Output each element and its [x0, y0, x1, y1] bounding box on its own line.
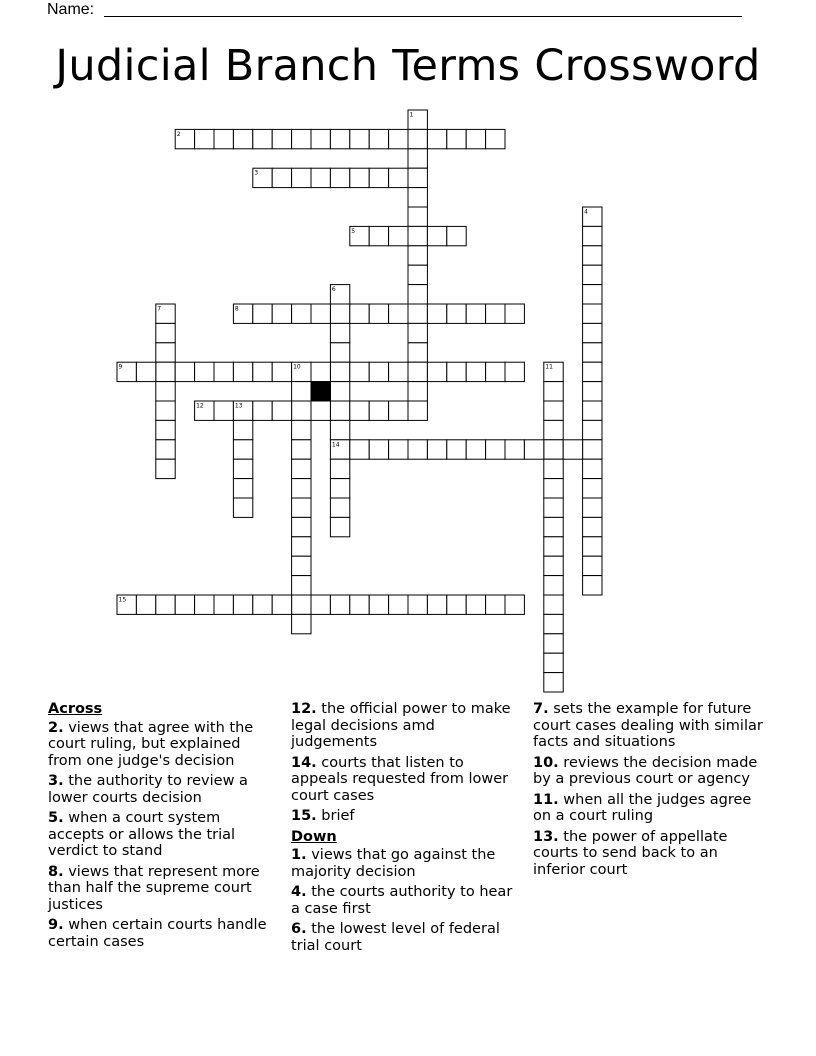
grid-cell[interactable]: [292, 168, 311, 187]
grid-cell[interactable]: [389, 168, 408, 187]
grid-cell[interactable]: [311, 401, 330, 420]
grid-cell[interactable]: [292, 498, 311, 517]
grid-cell[interactable]: [195, 129, 214, 148]
grid-cell[interactable]: [156, 362, 175, 381]
grid-cell[interactable]: [272, 595, 291, 614]
grid-cell[interactable]: [447, 595, 466, 614]
grid-cell[interactable]: [583, 343, 602, 362]
grid-cell[interactable]: [233, 129, 252, 148]
grid-cell[interactable]: [330, 362, 349, 381]
grid-cell[interactable]: [583, 226, 602, 245]
grid-cell[interactable]: [408, 226, 427, 245]
clue-down-6: 6. the lowest level of federal trial court: [291, 921, 500, 954]
grid-cell[interactable]: [272, 129, 291, 148]
grid-cell[interactable]: [583, 362, 602, 381]
clue-number-6: 6: [331, 286, 336, 294]
clue-down-10: 10. reviews the decision made by a previous court or agency: [533, 754, 758, 787]
grid-cell[interactable]: [544, 401, 563, 420]
grid-cell[interactable]: [369, 226, 388, 245]
clue-down-13: 13. the power of appellate courts to send back to an inferior court: [533, 828, 728, 878]
grid-cell[interactable]: [369, 401, 388, 420]
grid-cell[interactable]: [369, 362, 388, 381]
grid-cell[interactable]: [408, 401, 427, 420]
grid-cell[interactable]: [350, 595, 369, 614]
grid-cell[interactable]: [544, 440, 563, 459]
clue-number-10: 10: [293, 363, 301, 371]
clue-number-3: 3: [254, 169, 259, 177]
grid-cell[interactable]: [292, 614, 311, 633]
grid-cell[interactable]: [292, 595, 311, 614]
grid-cell[interactable]: [292, 129, 311, 148]
grid-cell[interactable]: [466, 362, 485, 381]
grid-cell[interactable]: [272, 401, 291, 420]
clues-column-1: [48, 701, 272, 954]
grid-cell[interactable]: [505, 304, 524, 323]
clue-number-9: 9: [118, 363, 123, 371]
grid-cell[interactable]: [583, 479, 602, 498]
grid-cell[interactable]: [583, 498, 602, 517]
grid-cell[interactable]: [408, 285, 427, 304]
grid-cell[interactable]: [175, 362, 194, 381]
grid-cell[interactable]: [427, 440, 446, 459]
grid-cell[interactable]: [369, 595, 388, 614]
grid-cell[interactable]: [292, 576, 311, 595]
grid-cell[interactable]: [408, 129, 427, 148]
grid-cell[interactable]: [233, 498, 252, 517]
grid-cell[interactable]: [524, 440, 543, 459]
grid-cell[interactable]: [427, 304, 446, 323]
grid-cell[interactable]: [408, 304, 427, 323]
grid-cell[interactable]: [505, 440, 524, 459]
grid-cell[interactable]: [233, 479, 252, 498]
grid-cell[interactable]: [195, 595, 214, 614]
grid-cell[interactable]: [583, 459, 602, 478]
clue-down-7: 7. sets the example for future court cases dealing with similar facts and situations: [533, 701, 763, 750]
grid-cell[interactable]: [292, 479, 311, 498]
grid-cell[interactable]: [505, 595, 524, 614]
grid-cell[interactable]: [330, 401, 349, 420]
clue-across-3: 3. the authority to review a lower courts decision: [48, 773, 248, 806]
grid-cell[interactable]: [330, 595, 349, 614]
grid-cell[interactable]: [544, 517, 563, 536]
grid-cell[interactable]: [583, 556, 602, 575]
grid-cell[interactable]: [389, 226, 408, 245]
grid-cell[interactable]: [156, 343, 175, 362]
grid-cell[interactable]: [272, 168, 291, 187]
grid-cell[interactable]: [486, 129, 505, 148]
grid-cell[interactable]: [156, 440, 175, 459]
grid-cell[interactable]: [466, 440, 485, 459]
clue-number-4: 4: [584, 208, 588, 216]
grid-cell[interactable]: [292, 304, 311, 323]
clue-number-13: 13: [234, 402, 243, 410]
grid-cell[interactable]: [544, 479, 563, 498]
grid-cell[interactable]: [544, 498, 563, 517]
grid-cell[interactable]: [156, 420, 175, 439]
grid-cell[interactable]: [136, 362, 155, 381]
grid-cell[interactable]: [369, 168, 388, 187]
grid-cell[interactable]: [486, 304, 505, 323]
grid-cell[interactable]: [583, 517, 602, 536]
grid-cell[interactable]: [408, 168, 427, 187]
clues-column-3: [533, 701, 773, 882]
grid-cell[interactable]: [292, 440, 311, 459]
grid-cell[interactable]: [330, 129, 349, 148]
grid-cell[interactable]: [408, 207, 427, 226]
grid-cell[interactable]: [330, 382, 349, 401]
grid-cell[interactable]: [253, 401, 272, 420]
grid-cell[interactable]: [583, 323, 602, 342]
clue-across-2: 2. views that agree with the court ruling, but explained from one judge's decision: [48, 719, 254, 769]
grid-cell[interactable]: [583, 246, 602, 265]
grid-cell[interactable]: [330, 498, 349, 517]
grid-cell[interactable]: [156, 401, 175, 420]
grid-cell[interactable]: [311, 595, 330, 614]
grid-cell[interactable]: [408, 362, 427, 381]
grid-cell[interactable]: [408, 343, 427, 362]
grid-cell[interactable]: [311, 362, 330, 381]
grid-cell[interactable]: [292, 382, 311, 401]
grid-cell[interactable]: [427, 226, 446, 245]
grid-cell[interactable]: [447, 440, 466, 459]
grid-cell[interactable]: [583, 265, 602, 284]
grid-cell[interactable]: [292, 537, 311, 556]
grid-cell[interactable]: [466, 129, 485, 148]
name-label: Name:: [47, 1, 95, 18]
grid-cell[interactable]: [350, 129, 369, 148]
clues-column-2: [291, 701, 523, 958]
clue-down-11: 11. when all the judges agree on a court ruling: [533, 791, 752, 824]
grid-cell[interactable]: [505, 362, 524, 381]
grid-cell[interactable]: [486, 362, 505, 381]
grid-cell[interactable]: [544, 634, 563, 653]
grid-cell[interactable]: [408, 246, 427, 265]
grid-cell[interactable]: [233, 420, 252, 439]
grid-cell[interactable]: [292, 420, 311, 439]
grid-cell[interactable]: [175, 595, 194, 614]
grid-cell[interactable]: [311, 168, 330, 187]
grid-cell[interactable]: [583, 304, 602, 323]
grid-cell[interactable]: [583, 382, 602, 401]
grid-cell[interactable]: [369, 440, 388, 459]
clue-across-14: 14. courts that listen to appeals requested from lower court cases: [291, 754, 509, 804]
clue-number-14: 14: [331, 441, 340, 449]
grid-cell[interactable]: [272, 362, 291, 381]
black-cell: [311, 382, 330, 401]
grid-cell[interactable]: [408, 595, 427, 614]
grid-cell[interactable]: [447, 129, 466, 148]
grid-cell[interactable]: [253, 129, 272, 148]
grid-cell[interactable]: [350, 168, 369, 187]
grid-cell[interactable]: [427, 362, 446, 381]
grid-cell[interactable]: [408, 188, 427, 207]
grid-cell[interactable]: [330, 517, 349, 536]
across-heading: Across: [48, 701, 103, 717]
grid-cell[interactable]: [563, 440, 582, 459]
clue-number-7: 7: [157, 305, 162, 313]
grid-cell[interactable]: [544, 382, 563, 401]
grid-cell[interactable]: [427, 595, 446, 614]
grid-cell[interactable]: [389, 304, 408, 323]
grid-cell[interactable]: [544, 614, 563, 633]
grid-cell[interactable]: [330, 420, 349, 439]
clue-across-5: 5. when a court system accepts or allows the trial verdict to stand: [48, 810, 236, 859]
grid-cell[interactable]: [292, 459, 311, 478]
grid-cell[interactable]: [311, 304, 330, 323]
grid-cell[interactable]: [233, 459, 252, 478]
grid-cell[interactable]: [389, 129, 408, 148]
clue-across-15: 15. brief: [291, 808, 355, 824]
grid-cell[interactable]: [583, 285, 602, 304]
grid-cell[interactable]: [253, 304, 272, 323]
grid-cell[interactable]: [214, 129, 233, 148]
grid-cell[interactable]: [408, 265, 427, 284]
grid-cell[interactable]: [583, 420, 602, 439]
clue-across-8: 8. views that represent more than half the supreme court justices: [48, 863, 260, 913]
grid-cell[interactable]: [253, 362, 272, 381]
grid-cell[interactable]: [195, 362, 214, 381]
grid-cell[interactable]: [408, 323, 427, 342]
grid-cell[interactable]: [583, 401, 602, 420]
grid-cell[interactable]: [486, 595, 505, 614]
grid-cell[interactable]: [408, 440, 427, 459]
grid-cell[interactable]: [544, 595, 563, 614]
grid-cell[interactable]: [253, 595, 272, 614]
grid-cell[interactable]: [544, 556, 563, 575]
grid-cell[interactable]: [447, 226, 466, 245]
down-heading: Down: [291, 828, 337, 845]
grid-cell[interactable]: [350, 304, 369, 323]
page-title: Judicial Branch Terms Crossword: [55, 41, 761, 91]
grid-cell[interactable]: [292, 517, 311, 536]
clue-number-8: 8: [234, 305, 239, 313]
grid-cell[interactable]: [330, 479, 349, 498]
grid-cell[interactable]: [233, 440, 252, 459]
grid-cell[interactable]: [233, 595, 252, 614]
clue-number-2: 2: [176, 130, 181, 138]
grid-cell[interactable]: [544, 420, 563, 439]
grid-cell[interactable]: [350, 362, 369, 381]
grid-cell[interactable]: [214, 595, 233, 614]
grid-cell[interactable]: [389, 362, 408, 381]
clue-number-11: 11: [545, 363, 553, 371]
grid-cell[interactable]: [466, 595, 485, 614]
grid-cell[interactable]: [369, 129, 388, 148]
clue-across-12: 12. the official power to make legal decisions amd judgements: [291, 701, 511, 750]
grid-cell[interactable]: [330, 343, 349, 362]
grid-cell[interactable]: [136, 595, 155, 614]
clue-number-12: 12: [196, 402, 204, 410]
clue-down-4: 4. the courts authority to hear a case first: [291, 884, 513, 917]
grid-cell[interactable]: [583, 537, 602, 556]
grid-cell[interactable]: [292, 401, 311, 420]
grid-cell[interactable]: [544, 459, 563, 478]
grid-cell[interactable]: [330, 323, 349, 342]
grid-cell[interactable]: [311, 129, 330, 148]
grid-cell[interactable]: [156, 595, 175, 614]
grid-cell[interactable]: [544, 673, 563, 692]
grid-cell[interactable]: [330, 304, 349, 323]
grid-cell[interactable]: [214, 362, 233, 381]
clue-number-1: 1: [409, 111, 414, 119]
grid-cell[interactable]: [156, 459, 175, 478]
grid-cell[interactable]: [466, 304, 485, 323]
grid-cell[interactable]: [408, 382, 427, 401]
grid-cell[interactable]: [156, 382, 175, 401]
grid-cell[interactable]: [389, 595, 408, 614]
clue-number-15: 15: [118, 596, 127, 604]
grid-cell[interactable]: [486, 440, 505, 459]
grid-cell[interactable]: [330, 459, 349, 478]
grid-cell[interactable]: [544, 537, 563, 556]
grid-cell[interactable]: [350, 440, 369, 459]
clue-number-5: 5: [351, 227, 356, 235]
grid-cell[interactable]: [350, 401, 369, 420]
grid-cell[interactable]: [214, 401, 233, 420]
clue-across-9: 9. when certain courts handle certain cases: [48, 917, 267, 950]
grid-cell[interactable]: [272, 304, 291, 323]
grid-cell[interactable]: [389, 401, 408, 420]
grid-cell[interactable]: [447, 304, 466, 323]
grid-cell[interactable]: [233, 362, 252, 381]
grid-cell[interactable]: [156, 323, 175, 342]
grid-cell[interactable]: [544, 576, 563, 595]
grid-cell[interactable]: [447, 362, 466, 381]
grid-cell[interactable]: [330, 168, 349, 187]
grid-cell[interactable]: [369, 304, 388, 323]
grid-cell[interactable]: [544, 653, 563, 672]
grid-cell[interactable]: [389, 440, 408, 459]
grid-cell[interactable]: [408, 149, 427, 168]
grid-cell[interactable]: [427, 129, 446, 148]
clue-down-1: 1. views that go against the majority decision: [291, 847, 496, 880]
grid-cell[interactable]: [583, 576, 602, 595]
grid-cell[interactable]: [292, 556, 311, 575]
grid-cell[interactable]: [583, 440, 602, 459]
